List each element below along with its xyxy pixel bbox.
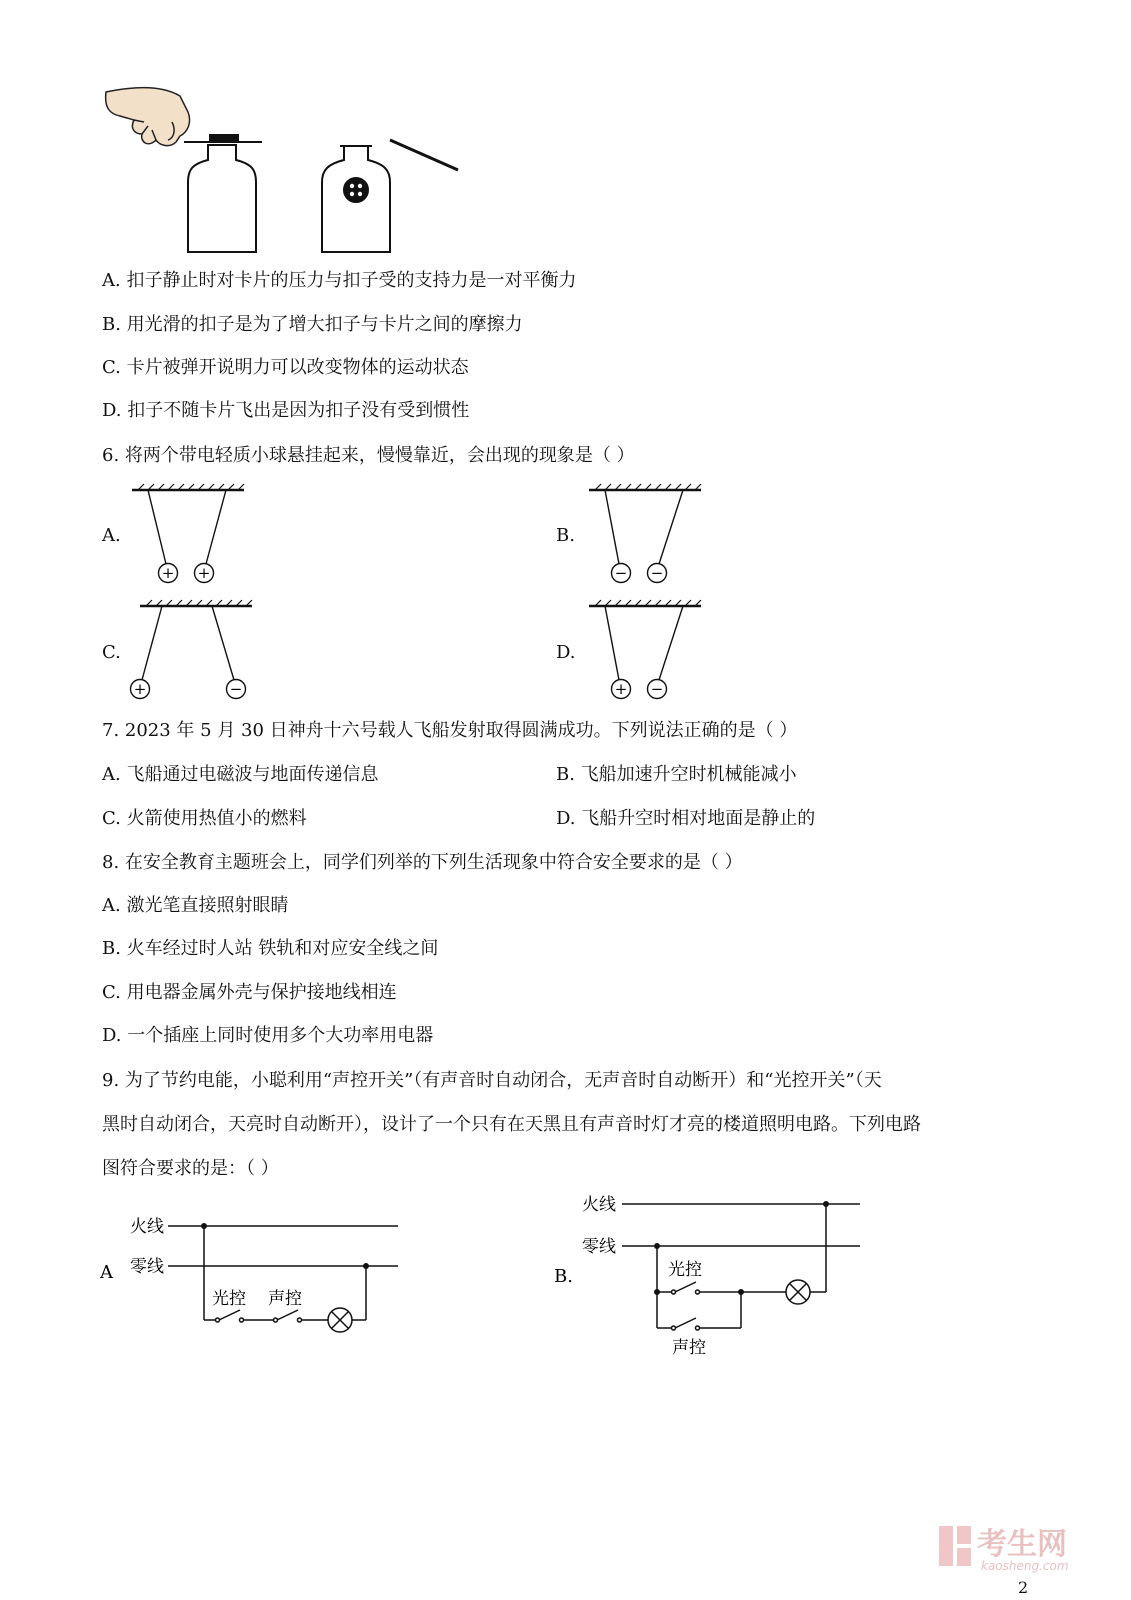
- circuit-a-lamp-icon: [328, 1308, 352, 1332]
- circuit-b-lamp-icon: [786, 1280, 810, 1304]
- q8-option-b: B. 火车经过时人站 铁轨和对应安全线之间: [102, 938, 439, 959]
- q7-option-a: A. 飞船通过电磁波与地面传递信息: [102, 764, 379, 785]
- circuit-a-light-switch-label: 光控: [212, 1289, 246, 1309]
- charge-minus-label: −: [229, 680, 243, 698]
- q5-option-c: C. 卡片被弹开说明力可以改变物体的运动状态: [102, 357, 469, 378]
- q6-label-d: D.: [556, 642, 576, 663]
- circuit-b-label: B.: [554, 1266, 573, 1287]
- q9-circuit-a: [100, 1210, 410, 1340]
- page-number: 2: [1018, 1578, 1029, 1597]
- q5-option-d: D. 扣子不随卡片飞出是因为扣子没有受到惯性: [102, 400, 470, 421]
- q7-option-d: D. 飞船升空时相对地面是静止的: [556, 808, 816, 829]
- hand-illustration: [106, 88, 190, 146]
- circuit-a-neutral-label: 零线: [130, 1257, 164, 1277]
- circuit-a-sound-switch-label: 声控: [268, 1289, 302, 1309]
- charge-minus-label: −: [650, 680, 664, 698]
- right-bottle: [322, 146, 390, 252]
- left-bottle: [184, 135, 262, 252]
- charge-minus-label: −: [650, 564, 664, 582]
- q6-label-a: A.: [102, 525, 121, 546]
- q7-option-b: B. 飞船加速升空时机械能减小: [556, 764, 797, 785]
- q8-option-a: A. 激光笔直接照射眼睛: [102, 895, 289, 916]
- circuit-a-label: A: [100, 1262, 113, 1283]
- q6-figure-a: [126, 480, 251, 588]
- flying-card: [390, 140, 458, 170]
- q8-option-c: C. 用电器金属外壳与保护接地线相连: [102, 982, 397, 1003]
- circuit-b-sound-switch-label: 声控: [672, 1338, 706, 1358]
- watermark-logo-icon: [939, 1526, 971, 1566]
- q6-label-b: B.: [556, 525, 575, 546]
- q6-stem: 6. 将两个带电轻质小球悬挂起来，慢慢靠近，会出现的现象是（ ）: [102, 445, 635, 466]
- q9-circuit-b: [550, 1186, 880, 1366]
- q8-option-d: D. 一个插座上同时使用多个大功率用电器: [102, 1025, 434, 1046]
- q6-figure-b: [583, 480, 708, 588]
- q5-option-b: B. 用光滑的扣子是为了增大扣子与卡片之间的摩擦力: [102, 314, 523, 335]
- q6-figure-c: [126, 596, 261, 704]
- circuit-b-live-label: 火线: [582, 1195, 616, 1215]
- watermark-url: kaosheng.com: [981, 1559, 1069, 1573]
- charge-plus-label: +: [133, 680, 147, 698]
- charge-plus-label: +: [197, 564, 211, 582]
- q7-option-c: C. 火箭使用热值小的燃料: [102, 808, 307, 829]
- watermark: [937, 1522, 1097, 1578]
- q7-stem: 7. 2023 年 5 月 30 日神舟十六号载人飞船发射取得圆满成功。下列说法正确的是（ ）: [102, 720, 798, 741]
- q9-stem-line-3: 图符合要求的是：（ ）: [102, 1158, 279, 1179]
- q5-figure-bottles: [100, 82, 480, 262]
- charge-plus-label: +: [161, 564, 175, 582]
- circuit-b-light-switch-label: 光控: [668, 1260, 702, 1280]
- charge-minus-label: −: [614, 564, 628, 582]
- circuit-a-live-label: 火线: [130, 1217, 164, 1237]
- q9-stem-line-1: 9. 为了节约电能，小聪利用“声控开关”（有声音时自动闭合，无声音时自动断开）和“光控开关”（天: [102, 1070, 882, 1091]
- q6-figure-d: [583, 596, 708, 704]
- q6-label-c: C.: [102, 642, 121, 663]
- charge-plus-label: +: [614, 680, 628, 698]
- q8-stem: 8. 在安全教育主题班会上，同学们列举的下列生活现象中符合安全要求的是（ ）: [102, 852, 743, 873]
- q9-stem-line-2: 黑时自动闭合，天亮时自动断开），设计了一个只有在天黑且有声音时灯才亮的楼道照明电路。下列电路: [102, 1114, 921, 1135]
- watermark-brand: 考生网: [977, 1527, 1067, 1562]
- q5-option-a: A. 扣子静止时对卡片的压力与扣子受的支持力是一对平衡力: [102, 270, 577, 291]
- circuit-b-neutral-label: 零线: [582, 1237, 616, 1257]
